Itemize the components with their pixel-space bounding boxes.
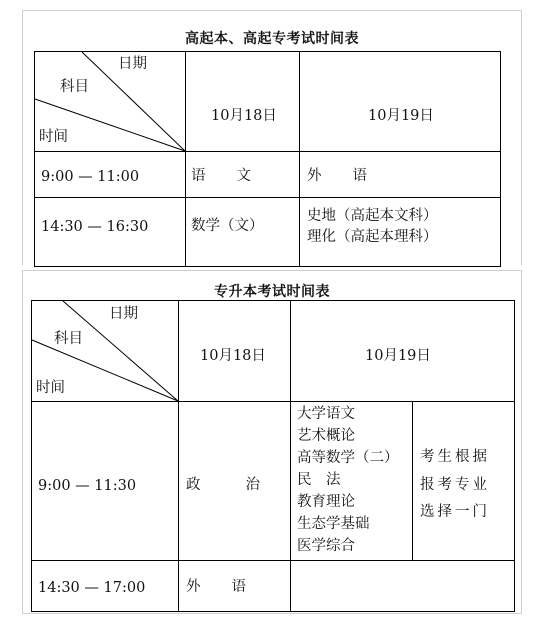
table2-row1-note-line2: 报考专业	[420, 477, 490, 493]
table2-row2-day1: 外语	[186, 579, 277, 595]
table1-header-time: 时间	[39, 129, 68, 145]
table2-row-divider-2	[32, 560, 514, 561]
table2-col-divider-2	[290, 301, 291, 611]
table1-row2-time: 14:30 — 16:30	[41, 219, 149, 235]
table1-header-day2: 10月19日	[368, 108, 434, 124]
table2-row1-time: 9:00 — 11:30	[38, 478, 137, 494]
table1-grid	[34, 51, 501, 267]
table2-row1-note-line3: 选择一门	[420, 504, 490, 520]
table2-row2-time: 14:30 — 17:00	[38, 580, 146, 596]
table2-row1-subject-2: 艺术概论	[297, 428, 355, 444]
table1-header-date: 日期	[118, 56, 147, 72]
table2-row1-subject-5: 教育理论	[297, 494, 355, 510]
table2-grid	[31, 300, 515, 612]
table2-header-day2: 10月19日	[365, 348, 431, 364]
table1-row1-day2: 外语	[307, 168, 398, 184]
table2-header-date: 日期	[109, 306, 138, 322]
table2-header-time: 时间	[36, 380, 65, 396]
table1-header-subject: 科目	[60, 79, 89, 95]
exam-schedule-card-1	[22, 10, 522, 265]
table2-header-subject: 科目	[54, 331, 83, 347]
table1-header-day1: 10月18日	[211, 108, 277, 124]
table1-row2-day1: 数学（文）	[191, 218, 264, 234]
table2-note-divider	[412, 401, 413, 560]
table1-row-divider-2	[35, 197, 500, 198]
table2-row1-note-line1: 考生根据	[420, 449, 490, 465]
table1-title: 高起本、高起专考试时间表	[185, 31, 359, 47]
table2-row1-subject-6: 生态学基础	[297, 516, 370, 532]
table1-row1-day1: 语文	[191, 168, 282, 184]
table2-row1-subject-3: 高等数学（二）	[297, 450, 399, 466]
table2-title: 专升本考试时间表	[214, 284, 330, 300]
table2-row1-day1: 政治	[186, 477, 305, 493]
table2-row1-subject-4: 民 法	[297, 472, 341, 488]
table2-row1-subject-1: 大学语文	[297, 406, 355, 422]
table2-header-day1: 10月18日	[200, 348, 266, 364]
exam-schedule-card-2	[22, 270, 522, 614]
table1-row1-time: 9:00 — 11:00	[41, 169, 140, 185]
table1-row2-day2-line2: 理化（高起本理科）	[307, 229, 438, 245]
table1-row2-day2-line1: 史地（高起本文科）	[307, 208, 438, 224]
table1-col-divider-2	[299, 52, 300, 266]
table2-row1-subject-7: 医学综合	[297, 538, 355, 554]
